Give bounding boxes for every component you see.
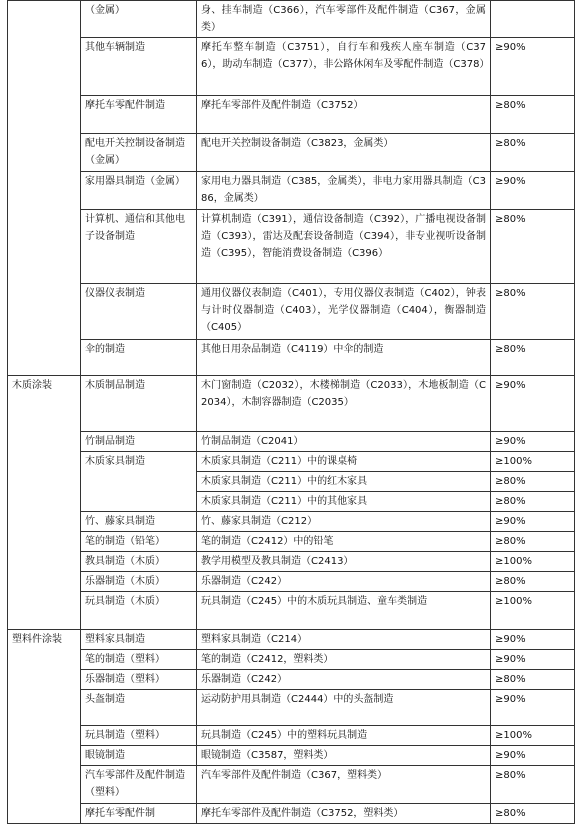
industry-cell: 眼镜制造: [81, 746, 197, 766]
table-row: [8, 1, 575, 38]
industry-cell: 塑料家具制造: [81, 630, 197, 650]
ratio-cell: ≥80%: [491, 284, 575, 340]
codes-cell: 通用仪器仪表制造（C401），专用仪器仪表制造（C402），钟表与计时仪器制造（C403），光学仪器制造（C404），衡器制造（C405）: [197, 284, 491, 340]
ratio-cell: ≥80%: [491, 804, 575, 824]
table-row: [8, 552, 575, 572]
table-row: [8, 376, 575, 432]
table-row: [8, 746, 575, 766]
industry-cell: 乐器制造（木质）: [81, 572, 197, 592]
ratio-cell: ≥80%: [491, 134, 575, 172]
ratio-cell: ≥80%: [491, 96, 575, 134]
ratio-cell: ≥100%: [491, 592, 575, 630]
ratio-cell: ≥100%: [491, 452, 575, 472]
table-row: [8, 452, 575, 472]
ratio-cell: ≥90%: [491, 630, 575, 650]
codes-cell: 木质家具制造（C211）中的红木家具: [197, 472, 491, 492]
table-row: [8, 512, 575, 532]
table-row: [8, 592, 575, 630]
ratio-cell: ≥90%: [491, 376, 575, 432]
codes-cell: 摩托车整车制造（C3751），自行车和残疾人座车制造（C376），助动车制造（C377），非公路休闲车及零配件制造（C378）: [197, 38, 491, 96]
table-row: [8, 726, 575, 746]
coating-type-cell: 木质涂装: [8, 376, 81, 630]
codes-cell: 木质家具制造（C211）中的其他家具: [197, 492, 491, 512]
industry-cell: 乐器制造（塑料）: [81, 670, 197, 690]
codes-cell: 乐器制造（C242）: [197, 670, 491, 690]
codes-cell: 摩托车零部件及配件制造（C3752，塑料类）: [197, 804, 491, 824]
table-row: [8, 96, 575, 134]
table-row: [8, 650, 575, 670]
codes-cell: 计算机制造（C391），通信设备制造（C392），广播电视设备制造（C393），雷达及配套设备制造（C394），非专业视听设备制造（C395），智能消费设备制造（C396）: [197, 210, 491, 284]
table-row: [8, 804, 575, 824]
codes-cell: 玩具制造（C245）中的木质玩具制造、童车类制造: [197, 592, 491, 630]
ratio-cell: ≥90%: [491, 512, 575, 532]
table-row: [8, 532, 575, 552]
ratio-cell: ≥90%: [491, 172, 575, 210]
codes-cell: 竹、藤家具制造（C212）: [197, 512, 491, 532]
coating-type-cell: 塑料件涂装: [8, 630, 81, 824]
table-row: [8, 340, 575, 376]
table-row: [8, 670, 575, 690]
ratio-cell: ≥90%: [491, 38, 575, 96]
ratio-cell: [491, 1, 575, 38]
codes-cell: 玩具制造（C245）中的塑料玩具制造: [197, 726, 491, 746]
industry-cell: 教具制造（木质）: [81, 552, 197, 572]
ratio-cell: ≥80%: [491, 210, 575, 284]
table-row: [8, 630, 575, 650]
codes-cell: 塑料家具制造（C214）: [197, 630, 491, 650]
codes-cell: 木质家具制造（C211）中的课桌椅: [197, 452, 491, 472]
codes-cell: 其他日用杂品制造（C4119）中伞的制造: [197, 340, 491, 376]
industry-cell: 摩托车零配件制: [81, 804, 197, 824]
coating-type-cell: [8, 1, 81, 376]
industry-cell: 竹、藤家具制造: [81, 512, 197, 532]
ratio-cell: ≥80%: [491, 532, 575, 552]
industry-cell: 玩具制造（塑料）: [81, 726, 197, 746]
ratio-cell: ≥80%: [491, 492, 575, 512]
codes-cell: 木门窗制造（C2032），木楼梯制造（C2033），木地板制造（C2034），木制容器制造（C2035）: [197, 376, 491, 432]
industry-cell: 玩具制造（木质）: [81, 592, 197, 630]
ratio-cell: ≥80%: [491, 472, 575, 492]
codes-cell: 配电开关控制设备制造（C3823，金属类）: [197, 134, 491, 172]
table-row: [8, 134, 575, 172]
codes-cell: 身、挂车制造（C366），汽车零部件及配件制造（C367，金属类）: [197, 1, 491, 38]
table-row: [8, 172, 575, 210]
table-row: [8, 38, 575, 96]
codes-cell: 笔的制造（C2412）中的铅笔: [197, 532, 491, 552]
table-row: [8, 690, 575, 726]
ratio-cell: ≥100%: [491, 552, 575, 572]
table-row: [8, 572, 575, 592]
table-row: [8, 210, 575, 284]
industry-cell: 笔的制造（铅笔）: [81, 532, 197, 552]
table-row: [8, 766, 575, 804]
industry-cell: （金属）: [81, 1, 197, 38]
codes-cell: 家用电力器具制造（C385，金属类），非电力家用器具制造（C386，金属类）: [197, 172, 491, 210]
industry-cell: 竹制品制造: [81, 432, 197, 452]
codes-cell: 笔的制造（C2412，塑料类）: [197, 650, 491, 670]
industry-cell: 配电开关控制设备制造（金属）: [81, 134, 197, 172]
industry-cell: 仪器仪表制造: [81, 284, 197, 340]
industry-cell: 摩托车零配件制造: [81, 96, 197, 134]
ratio-cell: ≥80%: [491, 340, 575, 376]
ratio-cell: ≥90%: [491, 746, 575, 766]
codes-cell: 摩托车零部件及配件制造（C3752）: [197, 96, 491, 134]
industry-cell: 汽车零部件及配件制造（塑料）: [81, 766, 197, 804]
industry-cell: 家用器具制造（金属）: [81, 172, 197, 210]
industry-cell: 其他车辆制造: [81, 38, 197, 96]
codes-cell: 汽车零部件及配件制造（C367，塑料类）: [197, 766, 491, 804]
ratio-cell: ≥80%: [491, 670, 575, 690]
industry-table: [7, 0, 575, 824]
codes-cell: 运动防护用具制造（C2444）中的头盔制造: [197, 690, 491, 726]
codes-cell: 竹制品制造（C2041）: [197, 432, 491, 452]
ratio-cell: ≥90%: [491, 650, 575, 670]
industry-cell: 笔的制造（塑料）: [81, 650, 197, 670]
ratio-cell: ≥90%: [491, 432, 575, 452]
codes-cell: 乐器制造（C242）: [197, 572, 491, 592]
industry-cell: 木质制品制造: [81, 376, 197, 432]
codes-cell: 教学用模型及教具制造（C2413）: [197, 552, 491, 572]
industry-cell: 头盔制造: [81, 690, 197, 726]
ratio-cell: ≥80%: [491, 766, 575, 804]
industry-cell: 计算机、通信和其他电子设备制造: [81, 210, 197, 284]
codes-cell: 眼镜制造（C3587，塑料类）: [197, 746, 491, 766]
ratio-cell: ≥90%: [491, 690, 575, 726]
ratio-cell: ≥100%: [491, 726, 575, 746]
table-row: [8, 432, 575, 452]
ratio-cell: ≥80%: [491, 572, 575, 592]
industry-cell: 木质家具制造: [81, 452, 197, 512]
table-row: [8, 284, 575, 340]
industry-cell: 伞的制造: [81, 340, 197, 376]
